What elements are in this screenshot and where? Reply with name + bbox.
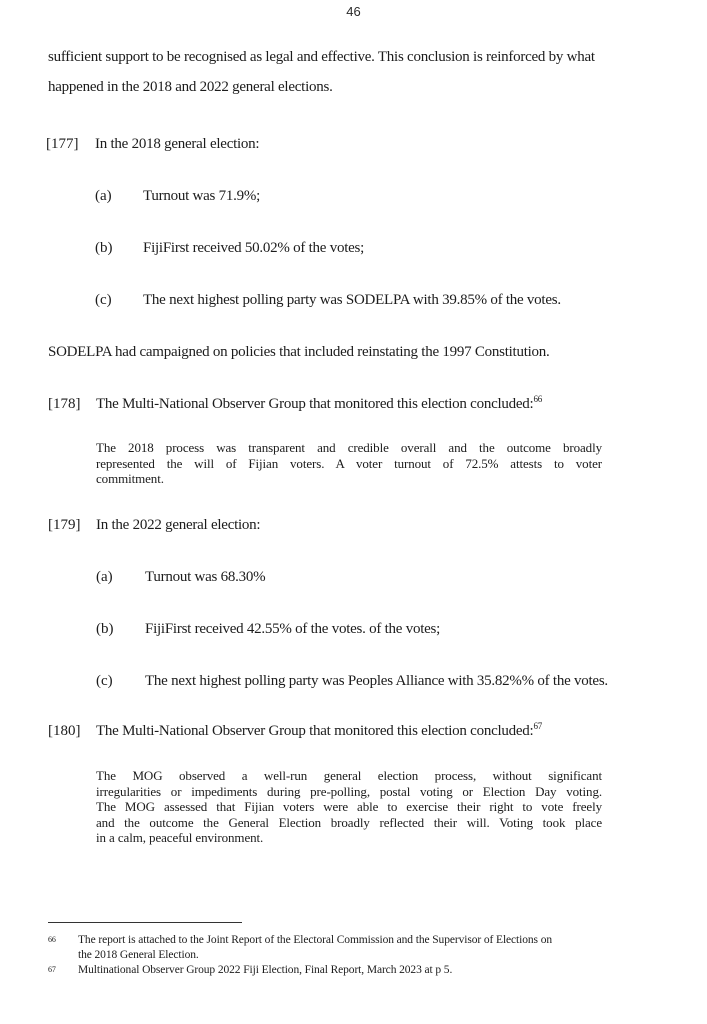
paragraph-text: In the 2022 general election: (96, 517, 261, 533)
paragraph-number: [179] (48, 517, 81, 533)
intro-line-2: happened in the 2018 and 2022 general elections. (48, 79, 333, 95)
item-text: FijiFirst received 42.55% of the votes. of the votes; (145, 621, 441, 637)
footnote-text-line: the 2018 General Election. (78, 949, 199, 961)
footnote-reference[interactable]: 67 (533, 721, 542, 731)
quote-line: The 2018 process was transparent and credible overall and the outcome broadly (96, 440, 602, 455)
item-label: (a) (96, 569, 113, 585)
quote-line: represented the will of Fijian voters. A voter turnout of 72.5% attests to voter (96, 455, 602, 471)
footnote-reference[interactable]: 66 (533, 394, 542, 404)
paragraph-text: In the 2018 general election: (95, 136, 260, 152)
item-text: The next highest polling party was SODELPA with 39.85% of the votes. (143, 292, 561, 308)
quote-line: The MOG observed a well-run general election process, without significant (96, 768, 602, 783)
page-number: 46 (346, 4, 361, 19)
paragraph-number: [178] (48, 396, 81, 412)
item-text: The next highest polling party was Peoples Alliance with 35.82%% of the votes. (145, 673, 608, 689)
quote-line: and the outcome the General Election broadly reflected their will. Voting took place (96, 814, 602, 830)
item-label: (c) (96, 673, 113, 689)
footnote-mark: 66 (48, 935, 56, 944)
paragraph-text (96, 723, 542, 740)
item-text: FijiFirst received 50.02% of the votes; (143, 240, 365, 256)
paragraph-number: [180] (48, 723, 81, 739)
footnote-separator (48, 922, 242, 923)
block-quote (96, 440, 602, 487)
quote-line: commitment. (96, 471, 164, 486)
block-quote (96, 768, 602, 846)
item-text: Turnout was 71.9%; (143, 188, 261, 204)
item-label: (c) (95, 292, 112, 308)
quote-line: The MOG assessed that Fijian voters were able to exercise their right to vote freely (96, 799, 602, 814)
item-label: (b) (95, 240, 113, 256)
footnote-text-line: The report is attached to the Joint Report of the Electoral Commission and the Supervisor of Elections on (78, 934, 552, 946)
item-label: (b) (96, 621, 114, 637)
item-text: Turnout was 68.30% (145, 569, 266, 585)
paragraph-text-content: The Multi-National Observer Group that monitored this election concluded: (96, 396, 534, 412)
footnote-mark: 67 (48, 965, 56, 974)
paragraph-text-content: The Multi-National Observer Group that monitored this election concluded: (96, 723, 534, 739)
item-label: (a) (95, 188, 112, 204)
quote-line: in a calm, peaceful environment. (96, 830, 264, 845)
footnote-text-line: Multinational Observer Group 2022 Fiji Election, Final Report, March 2023 at p 5. (78, 964, 453, 976)
paragraph-number: [177] (46, 136, 79, 152)
quote-line: irregularities or impediments during pre-polling, postal voting or Election Day voting. (96, 783, 602, 799)
intro-line-1: sufficient support to be recognised as legal and effective. This conclusion is reinforced by what (48, 49, 595, 65)
paragraph-text (96, 396, 542, 413)
paragraph-continuation: SODELPA had campaigned on policies that included reinstating the 1997 Constitution. (48, 344, 550, 360)
